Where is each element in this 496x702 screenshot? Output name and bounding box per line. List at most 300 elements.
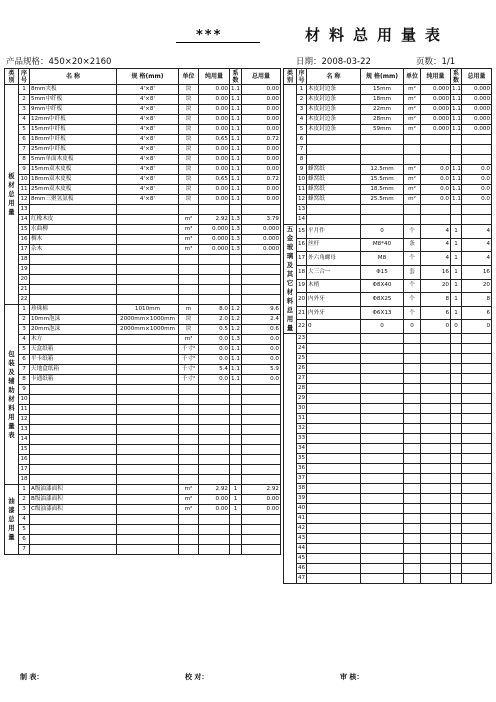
col-index: 18 [297,265,307,279]
col-net [199,445,230,455]
col-unit: m [179,305,199,315]
column-header: 类别 [284,69,297,85]
col-unit [404,564,421,574]
col-unit [179,515,199,525]
col-index: 21 [19,285,30,295]
column-header: 序号 [19,69,30,85]
col-spec: 2000mm×1000mm [117,325,179,335]
col-name [307,344,361,354]
col-net [421,404,451,414]
col-net: 0.0 [199,355,230,365]
col-index: 1 [19,485,30,495]
col-name [30,265,117,275]
col-total: 0.0 [242,375,281,385]
col-factor [451,454,462,464]
col-net [199,255,230,265]
col-factor: 1.3 [230,225,242,235]
col-unit [404,344,421,354]
col-factor [451,364,462,374]
col-net [421,574,451,584]
col-unit: m² [404,125,421,135]
col-factor: 1.3 [230,235,242,245]
col-factor [230,395,242,405]
col-spec [117,345,179,355]
table-row [5,105,281,115]
col-index: 19 [297,279,307,293]
col-spec [361,484,404,494]
category-label: 油漆总用量 [5,485,19,555]
col-spec [361,394,404,404]
col-total [242,475,281,485]
col-spec [117,545,179,555]
table-row [284,195,492,205]
col-total [462,384,492,394]
col-spec [361,524,404,534]
col-factor [451,354,462,364]
col-net: 4 [421,225,451,239]
column-header: 名 称 [30,69,117,85]
col-factor: 1.2 [230,315,242,325]
col-factor: 1.1 [451,105,462,115]
col-name: 蜂窝纸 [307,195,361,205]
col-unit: m³ [179,335,199,345]
col-total [462,374,492,384]
col-name [307,334,361,344]
table-row [5,505,281,515]
col-index: 12 [19,415,30,425]
col-total [462,564,492,574]
col-net [199,465,230,475]
col-unit [404,404,421,414]
col-net: 0 [421,320,451,334]
col-factor [230,285,242,295]
col-factor: 1.1 [451,185,462,195]
col-factor: 1 [230,495,242,505]
col-name [307,544,361,554]
right-material-table [283,68,492,584]
col-unit [404,454,421,464]
col-name: 椆木 [30,235,117,245]
col-name [30,405,117,415]
col-total: 0.000 [462,125,492,135]
table-row [284,424,492,434]
col-spec [361,215,404,225]
col-total [462,414,492,424]
col-net: 0.00 [199,125,230,135]
col-index: 38 [297,484,307,494]
col-net [199,395,230,405]
col-total: 0.00 [242,505,281,515]
col-net [421,334,451,344]
table-row [284,354,492,364]
col-index: 3 [297,105,307,115]
col-spec: 0 [361,225,404,239]
col-total [462,554,492,564]
col-unit [179,535,199,545]
col-spec [117,465,179,475]
table-row [5,395,281,405]
col-net: 0.00 [199,85,230,95]
col-factor [230,515,242,525]
col-index: 11 [19,185,30,195]
col-name: 平卡纸箱 [30,355,117,365]
col-index: 44 [297,544,307,554]
col-index: 32 [297,424,307,434]
col-net: 0.000 [199,225,230,235]
col-name [30,535,117,545]
col-net: 0.00 [199,95,230,105]
col-index: 10 [19,175,30,185]
col-unit: m² [404,185,421,195]
col-unit [179,435,199,445]
col-total [462,404,492,414]
col-unit [179,255,199,265]
col-factor: 1.1 [451,165,462,175]
table-row [5,125,281,135]
col-total: 0.00 [242,185,281,195]
col-name [30,475,117,485]
col-name: 0 [307,320,361,334]
table-row [5,475,281,485]
table-row [5,245,281,255]
column-header: 总用量 [462,69,492,85]
col-factor [230,535,242,545]
col-total [242,465,281,475]
col-net [199,275,230,285]
table-row [5,235,281,245]
col-spec [361,364,404,374]
table-row [5,445,281,455]
made-by-label: 制 表： [20,673,44,681]
col-net [199,385,230,395]
table-row [284,394,492,404]
col-name: 平月件 [307,225,361,239]
col-total [242,255,281,265]
col-unit: 个 [404,252,421,266]
col-index: 6 [297,135,307,145]
col-factor: 1.3 [230,215,242,225]
col-name [30,515,117,525]
col-spec: Φ8X25 [361,293,404,307]
col-index: 11 [19,405,30,415]
col-spec [117,235,179,245]
col-unit: 块 [179,315,199,325]
col-index: 15 [19,225,30,235]
col-net: 0.00 [199,495,230,505]
table-row [5,265,281,275]
table-row [284,504,492,514]
col-name: 10mm泡沫 [30,315,117,325]
col-net [421,524,451,534]
col-factor: 1.1 [451,195,462,205]
table-row [284,474,492,484]
col-index: 6 [19,535,30,545]
col-total: 16 [462,265,492,279]
col-net: 0.00 [199,105,230,115]
col-factor [451,384,462,394]
col-spec [117,405,179,415]
col-unit [404,554,421,564]
col-index: 17 [19,245,30,255]
col-factor [451,524,462,534]
col-name [307,464,361,474]
table-row [5,545,281,555]
col-net [421,414,451,424]
col-total: 0.00 [242,105,281,115]
col-net: 0.5 [199,325,230,335]
col-spec [361,474,404,484]
col-unit: 千寸² [179,365,199,375]
col-name [307,135,361,145]
col-total: 0.00 [242,125,281,135]
col-index: 1 [19,305,30,315]
col-unit: 块 [179,135,199,145]
col-net [199,435,230,445]
col-net [421,384,451,394]
col-net [199,415,230,425]
col-name [30,545,117,555]
col-total: 0.000 [462,95,492,105]
col-spec: 18.5mm [361,185,404,195]
col-spec [361,424,404,434]
col-name [307,574,361,584]
col-index: 17 [19,465,30,475]
table-row [284,454,492,464]
col-spec: 4'×8' [117,155,179,165]
table-row [5,175,281,185]
table-row [284,534,492,544]
col-name [307,404,361,414]
col-total [462,534,492,544]
column-header: 总用量 [242,69,281,85]
col-spec [361,354,404,364]
col-net: 4 [421,252,451,266]
col-spec [117,475,179,485]
col-net [421,454,451,464]
col-index: 20 [19,275,30,285]
column-header: 纯用量 [199,69,230,85]
col-total: 8 [462,293,492,307]
category-label [284,85,297,225]
col-spec [117,395,179,405]
col-net [199,475,230,485]
col-spec [361,344,404,354]
col-net: 0.0 [421,195,451,205]
col-name: 木梢 [307,279,361,293]
col-net [421,484,451,494]
col-unit: 块 [179,185,199,195]
table-row [284,344,492,354]
col-net [421,504,451,514]
col-name [30,275,117,285]
col-net: 16 [421,265,451,279]
col-index: 8 [19,375,30,385]
col-name: 内外牙 [307,306,361,320]
col-index: 6 [19,135,30,145]
col-spec [361,155,404,165]
col-total [462,504,492,514]
col-name [30,415,117,425]
col-spec [117,355,179,365]
col-unit: 块 [179,105,199,115]
col-total: 2.92 [242,485,281,495]
col-spec: 22mm [361,105,404,115]
col-index: 22 [19,295,30,305]
col-index: 5 [19,125,30,135]
company-name: *** [196,28,223,43]
col-unit: m² [179,215,199,225]
col-unit: 块 [179,195,199,205]
col-total: 0.00 [242,155,281,165]
col-unit [179,415,199,425]
col-net [199,265,230,275]
col-name [30,525,117,535]
col-factor [230,265,242,275]
col-net: 0.65 [199,175,230,185]
col-name: A级油漆面积 [30,485,117,495]
col-name: 25mm双木皮板 [30,185,117,195]
col-net [199,455,230,465]
col-index: 16 [19,455,30,465]
col-total: 0.0 [242,355,281,365]
col-name: 25mm中纤板 [30,145,117,155]
col-total: 0.000 [462,115,492,125]
col-index: 36 [297,464,307,474]
table-row [284,554,492,564]
col-name: 15mm双木皮板 [30,165,117,175]
col-spec [117,385,179,395]
col-index: 40 [297,504,307,514]
col-factor: 1.1 [451,95,462,105]
col-unit: m² [179,495,199,505]
col-spec [117,445,179,455]
col-total: 0.0 [242,345,281,355]
col-unit [179,295,199,305]
col-total: 0.0 [242,335,281,345]
col-spec [361,135,404,145]
col-unit [404,215,421,225]
col-name [307,155,361,165]
table-row [284,484,492,494]
col-unit: m³ [179,245,199,255]
col-total: 0.0 [462,165,492,175]
table-row [5,375,281,385]
col-index: 20 [297,293,307,307]
col-spec: 4'×8' [117,145,179,155]
col-name: 蜂窝纸 [307,185,361,195]
col-index: 10 [297,175,307,185]
col-unit: m² [404,175,421,185]
col-index: 5 [297,125,307,135]
col-factor: 1 [451,225,462,239]
col-net: 4 [421,238,451,252]
col-net: 5.4 [199,365,230,375]
col-total [462,205,492,215]
col-factor [451,135,462,145]
col-spec [361,544,404,554]
table-row [5,155,281,165]
col-spec [361,504,404,514]
col-total: 0.72 [242,135,281,145]
col-name [307,434,361,444]
col-index: 29 [297,394,307,404]
col-unit [179,545,199,555]
col-spec [361,205,404,215]
table-row [5,435,281,445]
col-total [462,215,492,225]
page-title: 材料总用量表 [305,26,450,44]
col-unit [404,384,421,394]
col-name: 8mm三聚氢氨板 [30,195,117,205]
col-total [242,515,281,525]
col-net [421,444,451,454]
col-name [307,484,361,494]
col-total: 0 [462,320,492,334]
col-net [199,405,230,415]
col-net [199,295,230,305]
column-header: 纯用量 [421,69,451,85]
table-row [284,320,492,334]
col-unit: 千寸² [179,375,199,385]
col-index: 21 [297,306,307,320]
col-unit: 块 [179,85,199,95]
table-row [284,564,492,574]
col-name [30,295,117,305]
col-factor [451,344,462,354]
col-factor [451,414,462,424]
col-name: 木皮封边条 [307,125,361,135]
col-index: 22 [297,320,307,334]
col-index: 39 [297,494,307,504]
col-unit [404,135,421,145]
table-row [284,145,492,155]
table-row [284,464,492,474]
category-label: 五金玻璃及其它材料总用量 [284,225,297,334]
col-spec: 2000mm×1000mm [117,315,179,325]
col-spec: Φ8X40 [361,279,404,293]
col-unit [404,354,421,364]
col-total: 0.00 [242,495,281,505]
col-total [242,545,281,555]
col-net: 0.000 [199,235,230,245]
col-total [462,145,492,155]
col-index: 16 [297,238,307,252]
col-factor: 1.1 [230,185,242,195]
col-index: 18 [19,475,30,485]
col-index: 18 [19,255,30,265]
col-unit [404,504,421,514]
col-spec: 4'×8' [117,175,179,185]
col-name [307,205,361,215]
col-total [242,405,281,415]
col-total [242,415,281,425]
col-spec: Φ15 [361,265,404,279]
col-unit: m² [404,85,421,95]
col-total: 0.000 [242,235,281,245]
col-net: 0.0 [421,185,451,195]
col-net: 0.00 [199,195,230,205]
col-unit [179,395,199,405]
col-unit: m² [179,505,199,515]
table-row [5,95,281,105]
col-net: 0.00 [199,185,230,195]
table-row [5,465,281,475]
col-spec: 4'×8' [117,135,179,145]
col-unit: 块 [179,95,199,105]
col-factor [230,465,242,475]
col-net: 0.000 [421,95,451,105]
category-label: 板材总用量 [5,85,19,305]
